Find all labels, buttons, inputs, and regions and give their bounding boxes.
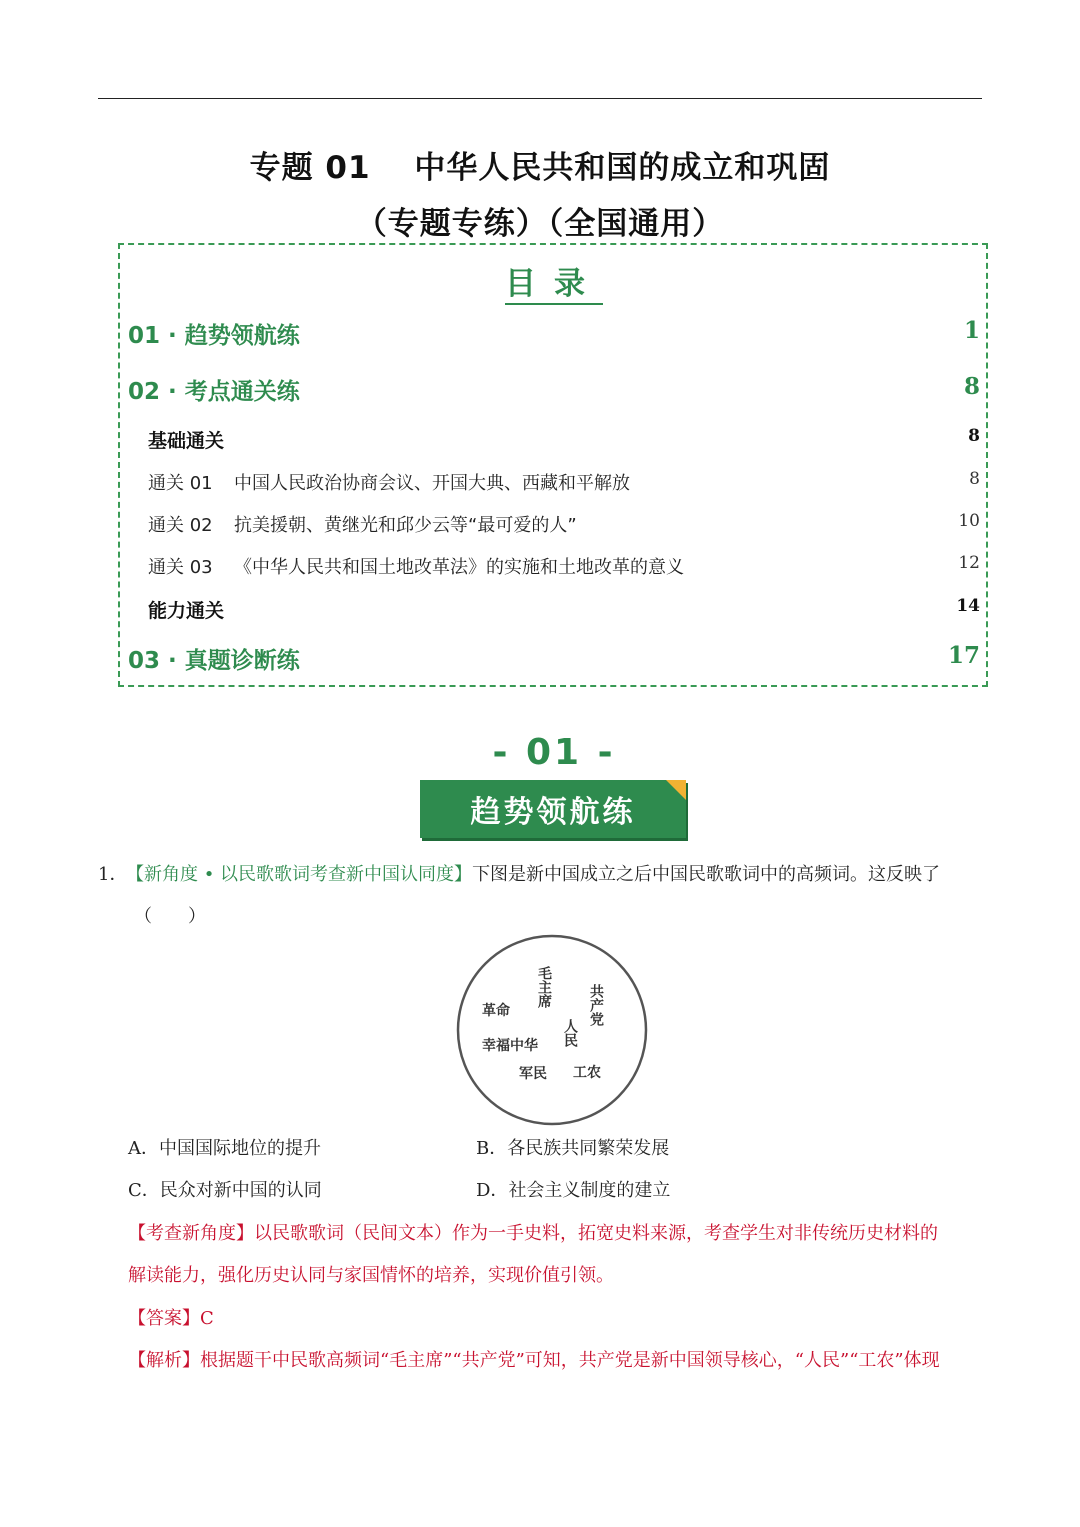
toc-entry-page: 8	[969, 469, 980, 489]
toc-entry-label: 02 · 考点通关练	[128, 379, 300, 405]
diagram-circle	[458, 936, 646, 1124]
toc-entry-page: 12	[958, 553, 980, 573]
toc-heading: 目录	[0, 258, 1080, 303]
toc-entry-label: 《中华人民共和国土地改革法》的实施和土地改革的意义	[234, 557, 684, 578]
question-stem	[98, 854, 988, 896]
section-banner	[420, 780, 686, 838]
toc-entry-label: 能力通关	[148, 600, 225, 622]
toc-entry-label: 03 · 真题诊断练	[128, 648, 300, 674]
toc-entry-level3[interactable]	[148, 553, 980, 579]
word-cloud-diagram	[452, 934, 652, 1126]
analysis-text: 根据题干中民歌高频词“毛主席”“共产党”可知，共产党是新中国领导核心，“人民”“工农”体现	[200, 1350, 940, 1371]
diagram-word-geming: 革命	[482, 1003, 510, 1019]
toc-entry-code: 通关 02	[148, 515, 213, 536]
toc-entry-label: 01 · 趋势领航练	[128, 323, 300, 349]
new-angle-note-continued: 解读能力，强化历史认同与家国情怀的培养，实现价值引领。	[128, 1265, 614, 1286]
toc-entry-level3[interactable]	[148, 511, 980, 537]
toc-entry-level2[interactable]	[148, 596, 980, 623]
option-b[interactable]: B．各民族共同繁荣发展	[476, 1138, 670, 1159]
option-c[interactable]: C．民众对新中国的认同	[128, 1180, 322, 1201]
toc-entry-level1[interactable]	[128, 317, 980, 350]
new-angle-text: 以民歌歌词（民间文本）作为一手史料，拓宽史料来源，考查学生对非传统历史材料的	[254, 1223, 938, 1244]
toc-entry-page: 10	[958, 511, 980, 531]
analysis-line	[128, 1340, 988, 1382]
page-subtitle: （专题专练）（全国通用）	[355, 206, 725, 242]
option-a[interactable]: A．中国国际地位的提升	[128, 1138, 321, 1159]
toc-entry-page: 1	[963, 317, 980, 344]
question-stem-text: 下图是新中国成立之后中国民歌歌词中的高频词。这反映了	[472, 864, 941, 885]
toc-entry-code: 通关 01	[148, 473, 213, 494]
new-angle-label: 【考查新角度】	[128, 1223, 254, 1244]
toc-entry-label: 抗美援朝、黄继光和邱少云等“最可爱的人”	[234, 515, 577, 536]
option-d[interactable]: D．社会主义制度的建立	[476, 1180, 671, 1201]
toc-entry-page: 8	[963, 373, 980, 400]
toc-entry-level1[interactable]	[128, 373, 980, 406]
question-tag: 【新角度 • 以民歌歌词考查新中国认同度】	[126, 864, 473, 885]
question-number: 1．	[98, 864, 128, 885]
diagram-word-gongnong: 工农	[573, 1065, 601, 1081]
answer-value: C	[200, 1308, 214, 1329]
answer-label: 【答案】	[128, 1308, 200, 1329]
answer-line	[128, 1298, 988, 1340]
diagram-word-xingfuzhonghua: 幸福中华	[482, 1038, 538, 1054]
toc-entry-level3[interactable]	[148, 469, 980, 495]
toc-entry-page: 8	[968, 426, 980, 446]
section-banner-label: 趋势领航练	[470, 795, 636, 830]
section-number: - 01 -	[492, 732, 616, 773]
toc-entry-label: 中国人民政治协商会议、开国大典、西藏和平解放	[234, 473, 630, 494]
toc-entry-level2[interactable]	[148, 426, 980, 453]
header-rule	[98, 98, 982, 99]
toc-entry-label: 基础通关	[148, 430, 225, 452]
analysis-label: 【解析】	[128, 1350, 200, 1371]
diagram-word-maozhuxi: 毛主席	[536, 966, 552, 1008]
toc-entry-page: 17	[947, 642, 980, 669]
diagram-word-gongchandang: 共产党	[588, 984, 604, 1026]
toc-entry-level1[interactable]	[128, 642, 980, 675]
toc-entry-code: 通关 03	[148, 557, 213, 578]
banner-corner-decoration	[666, 780, 686, 800]
page-title: 专题 01 中华人民共和国的成立和巩固	[249, 150, 831, 186]
answer-blank: （ ）	[134, 906, 206, 927]
new-angle-note	[128, 1213, 988, 1255]
toc-entry-page: 14	[956, 596, 980, 616]
diagram-word-junmin: 军民	[519, 1066, 547, 1082]
diagram-word-renmin: 人民	[562, 1019, 578, 1047]
